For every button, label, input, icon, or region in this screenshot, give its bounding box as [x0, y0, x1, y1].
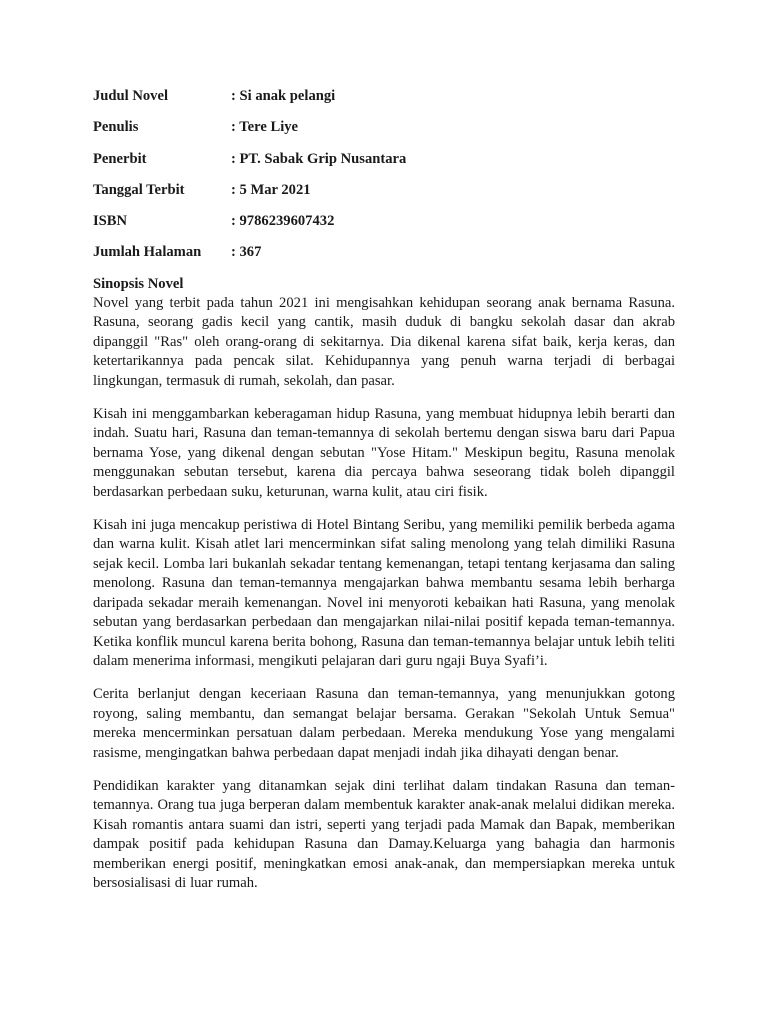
metadata-label: ISBN: [93, 213, 128, 230]
synopsis-body: [93, 294, 675, 907]
metadata-label: Penerbit: [93, 150, 147, 167]
metadata-label: Tanggal Terbit: [93, 181, 185, 198]
synopsis-paragraph: Kisah ini juga mencakup peristiwa di Hotel Bintang Seribu, yang memiliki pemilik berbeda agama dan warna kulit. Kisah atlet lari mencerminkan sifat saling menolong yang telah dimiliki Rasuna sejak kecil. Lomba lari bukanlah sekadar tentang kemenangan, tetapi tentang kerjasama dan saling menolong. Rasuna dan teman-temannya mengajarkan bahwa membantu sesama lebih berharga daripada sekadar meraih kemenangan. Novel ini menyoroti kebaikan hati Rasuna, yang menolak sebutan yang berdasarkan perbedaan dan mengajarkan nilai-nilai positif kepada teman-temannya. Ketika konflik muncul karena berita bohong, Rasuna dan teman-temannya belajar untuk lebih teliti dalam menerima informasi, mengikuti pelajaran dari guru ngaji Buya Syafi’i.: [93, 517, 675, 669]
metadata-value: : 9786239607432: [231, 213, 335, 230]
metadata-value: : 367: [231, 244, 262, 261]
metadata-label: Jumlah Halaman: [93, 244, 202, 261]
metadata-value: : Tere Liye: [231, 119, 299, 136]
metadata-label: Penulis: [93, 119, 139, 136]
metadata-value: : PT. Sabak Grip Nusantara: [231, 150, 407, 167]
metadata-value: : Si anak pelangi: [231, 88, 336, 104]
metadata-row-title: [93, 85, 683, 116]
metadata-row-publish-date: [93, 179, 683, 210]
synopsis-paragraph: Novel yang terbit pada tahun 2021 ini mengisahkan kehidupan seorang anak bernama Rasuna. Rasuna, seorang gadis kecil yang cantik, masih duduk di bangku sekolah dasar dan akrab dipanggil "Ras" oleh orang-orang di sekitarnya. Dia dikenal karena sifat baik, kerja keras, dan ketertarikannya pada pencak silat. Kehidupannya yang penuh warna terjadi di berbagai lingkungan, termasuk di rumah, sekolah, dan pasar.: [93, 295, 675, 389]
metadata-row-author: [93, 116, 683, 147]
synopsis-heading: Sinopsis Novel: [93, 276, 184, 292]
book-metadata: [93, 85, 683, 273]
synopsis-paragraph: Kisah ini menggambarkan keberagaman hidup Rasuna, yang membuat hidupnya lebih berarti dan indah. Suatu hari, Rasuna dan teman-temannya di sekolah bertemu dengan siswa baru dari Papua bernama Yose, yang dikenal dengan sebutan "Yose Hitam." Meskipun begitu, Rasuna menolak menggunakan sebutan tersebut, karena dia percaya bahwa seseorang tidak boleh dipanggil berdasarkan perbedaan suku, keturunan, warna kulit, atau ciri fisik.: [93, 406, 675, 500]
metadata-value: : 5 Mar 2021: [231, 181, 311, 198]
synopsis-paragraph: Cerita berlanjut dengan keceriaan Rasuna dan teman-temannya, yang menunjukkan gotong royong, saling membantu, dan semangat belajar bersama. Gerakan "Sekolah Untuk Semua" mereka mencerminkan persatuan dalam perbedaan. Mereka mendukung Yose yang mengalami rasisme, mengingatkan bahwa perbedaan dapat menjadi indah jika dihayati dengan benar.: [93, 686, 675, 761]
metadata-row-isbn: [93, 210, 683, 241]
metadata-row-page-count: [93, 241, 683, 272]
metadata-row-publisher: [93, 148, 683, 179]
synopsis-paragraph: Pendidikan karakter yang ditanamkan sejak dini terlihat dalam tindakan Rasuna dan teman-temannya. Orang tua juga berperan dalam membentuk karakter anak-anak melalui didikan mereka. Kisah romantis antara suami dan istri, seperti yang terjadi pada Mamak dan Bapak, memberikan dampak positif pada kehidupan Rasuna dan Damay.Keluarga yang bahagia dan harmonis memberikan energi positif, meningkatkan emosi anak-anak, dan mempersiapkan mereka untuk bersosialisasi di luar rumah.: [93, 777, 675, 891]
metadata-label: Judul Novel: [93, 88, 169, 104]
